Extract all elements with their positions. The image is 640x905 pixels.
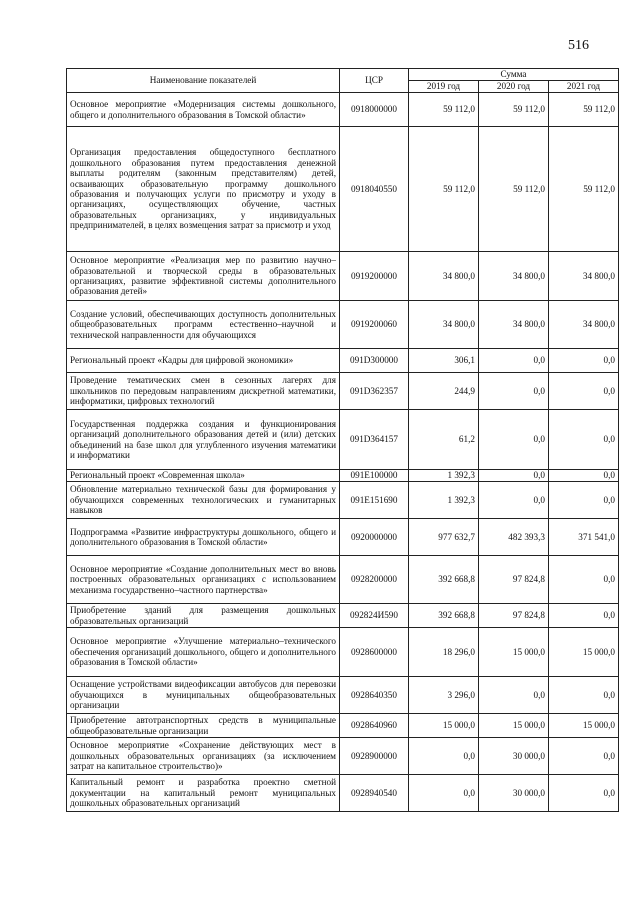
row-name: Региональный проект «Современная школа» bbox=[67, 470, 340, 482]
row-sum-2020: 34 800,0 bbox=[479, 301, 549, 349]
row-code: 0919200000 bbox=[340, 252, 409, 301]
row-name: Региональный проект «Кадры для цифровой экономики» bbox=[67, 349, 340, 373]
row-code: 091D300000 bbox=[340, 349, 409, 373]
row-sum-2021: 0,0 bbox=[549, 556, 619, 604]
table-row bbox=[67, 349, 619, 373]
row-sum-2019: 244,9 bbox=[409, 373, 479, 410]
row-code: 0920000000 bbox=[340, 519, 409, 556]
row-sum-2019: 392 668,8 bbox=[409, 604, 479, 628]
row-code: 0928600000 bbox=[340, 628, 409, 677]
row-sum-2019: 34 800,0 bbox=[409, 252, 479, 301]
row-sum-2021: 0,0 bbox=[549, 410, 619, 470]
row-code: 0919200060 bbox=[340, 301, 409, 349]
table-row bbox=[67, 775, 619, 812]
row-sum-2021: 0,0 bbox=[549, 373, 619, 410]
row-sum-2019: 34 800,0 bbox=[409, 301, 479, 349]
row-sum-2019: 18 296,0 bbox=[409, 628, 479, 677]
row-name: Основное мероприятие «Улучшение материально–технического обеспечения организаций дошкольного, общего и дополнительного образования в Томской области» bbox=[67, 628, 340, 677]
row-name: Приобретение автотранспортных средств в муниципальные общеобразовательные организации bbox=[67, 714, 340, 738]
row-name: Основное мероприятие «Сохранение действующих мест в дошкольных образовательных организациях (за исключением затрат на капитальное строительство)» bbox=[67, 738, 340, 775]
row-name: Подпрограмма «Развитие инфраструктуры дошкольного, общего и дополнительного образования в Томской области» bbox=[67, 519, 340, 556]
row-sum-2021: 0,0 bbox=[549, 604, 619, 628]
row-sum-2021: 371 541,0 bbox=[549, 519, 619, 556]
row-sum-2019: 61,2 bbox=[409, 410, 479, 470]
row-name: Обновление материально технической базы для формирования у обучающихся современных технологических и гуманитарных навыков bbox=[67, 482, 340, 519]
row-sum-2019: 59 112,0 bbox=[409, 93, 479, 127]
row-sum-2020: 15 000,0 bbox=[479, 714, 549, 738]
row-sum-2019: 0,0 bbox=[409, 775, 479, 812]
row-code: 0928640350 bbox=[340, 677, 409, 714]
row-sum-2019: 1 392,3 bbox=[409, 470, 479, 482]
row-sum-2019: 306,1 bbox=[409, 349, 479, 373]
row-sum-2019: 1 392,3 bbox=[409, 482, 479, 519]
row-sum-2020: 15 000,0 bbox=[479, 628, 549, 677]
table-row bbox=[67, 470, 619, 482]
table-row bbox=[67, 677, 619, 714]
row-sum-2020: 30 000,0 bbox=[479, 738, 549, 775]
row-sum-2020: 482 393,3 bbox=[479, 519, 549, 556]
row-code: 0928900000 bbox=[340, 738, 409, 775]
page-number: 516 bbox=[568, 38, 589, 53]
row-name: Основное мероприятие «Создание дополнительных мест во вновь построенных образовательных организациях с использованием механизма государственно–частного партнерства» bbox=[67, 556, 340, 604]
table-row bbox=[67, 373, 619, 410]
table-row bbox=[67, 604, 619, 628]
row-name: Основное мероприятие «Модернизация системы дошкольного, общего и дополнительного образования в Томской области» bbox=[67, 93, 340, 127]
row-sum-2019: 392 668,8 bbox=[409, 556, 479, 604]
row-name: Приобретение зданий для размещения дошкольных образовательных организаций bbox=[67, 604, 340, 628]
row-code: 0928940540 bbox=[340, 775, 409, 812]
table-row bbox=[67, 482, 619, 519]
row-name: Основное мероприятие «Реализация мер по развитию научно–образовательной и творческой среды в образовательных организациях, развитие эффективной системы дополнительного образования детей» bbox=[67, 252, 340, 301]
row-sum-2020: 0,0 bbox=[479, 373, 549, 410]
row-sum-2019: 0,0 bbox=[409, 738, 479, 775]
table-row bbox=[67, 556, 619, 604]
row-code: 0918040550 bbox=[340, 127, 409, 252]
table-row bbox=[67, 628, 619, 677]
row-sum-2021: 0,0 bbox=[549, 482, 619, 519]
header-name: Наименование показателей bbox=[67, 69, 340, 93]
table-row bbox=[67, 127, 619, 252]
row-code: 092824И590 bbox=[340, 604, 409, 628]
row-sum-2020: 0,0 bbox=[479, 349, 549, 373]
row-sum-2021: 34 800,0 bbox=[549, 301, 619, 349]
row-sum-2019: 3 296,0 bbox=[409, 677, 479, 714]
row-code: 091E151690 bbox=[340, 482, 409, 519]
row-code: 091D364157 bbox=[340, 410, 409, 470]
row-name: Государственная поддержка создания и функционирования организаций дополнительного образования детей и (или) детских объединений на базе школ для углубленного изучения математики и информатики bbox=[67, 410, 340, 470]
row-sum-2020: 34 800,0 bbox=[479, 252, 549, 301]
row-sum-2020: 0,0 bbox=[479, 482, 549, 519]
row-sum-2019: 59 112,0 bbox=[409, 127, 479, 252]
header-sum: Сумма bbox=[409, 69, 619, 81]
row-sum-2021: 15 000,0 bbox=[549, 628, 619, 677]
row-sum-2020: 0,0 bbox=[479, 410, 549, 470]
row-sum-2019: 977 632,7 bbox=[409, 519, 479, 556]
header-year-2021: 2021 год bbox=[549, 81, 619, 93]
table-row bbox=[67, 410, 619, 470]
header-year-2019: 2019 год bbox=[409, 81, 479, 93]
budget-table bbox=[66, 68, 619, 812]
row-sum-2021: 59 112,0 bbox=[549, 93, 619, 127]
table-row bbox=[67, 93, 619, 127]
row-code: 0928640960 bbox=[340, 714, 409, 738]
row-sum-2021: 34 800,0 bbox=[549, 252, 619, 301]
row-name: Капитальный ремонт и разработка проектно сметной документации на капитальный ремонт муниципальных дошкольных образовательных организаций bbox=[67, 775, 340, 812]
row-sum-2021: 59 112,0 bbox=[549, 127, 619, 252]
row-code: 091E100000 bbox=[340, 470, 409, 482]
row-name: Организация предоставления общедоступного бесплатного дошкольного образования путем предоставления денежной выплаты родителям (законным представителям) детей, осваивающих образовательную программу дошкольного образования и получающих услуги по присмотру и уходу в организациях, осуществляющих обучение, частных образовательных организациях, у индивидуальных предпринимателей, в целях возмещения затрат за присмотр и уход bbox=[67, 127, 340, 252]
row-sum-2021: 0,0 bbox=[549, 470, 619, 482]
row-name: Оснащение устройствами видеофиксации автобусов для перевозки обучающихся в муниципальных общеобразовательных организации bbox=[67, 677, 340, 714]
row-sum-2020: 0,0 bbox=[479, 677, 549, 714]
row-sum-2019: 15 000,0 bbox=[409, 714, 479, 738]
table-header bbox=[67, 69, 619, 93]
row-sum-2020: 97 824,8 bbox=[479, 556, 549, 604]
row-sum-2021: 0,0 bbox=[549, 349, 619, 373]
row-sum-2021: 0,0 bbox=[549, 677, 619, 714]
row-name: Создание условий, обеспечивающих доступность дополнительных общеобразовательных программ естественно–научной и технической направленности для обучающихся bbox=[67, 301, 340, 349]
table-body bbox=[67, 93, 619, 812]
row-code: 0918000000 bbox=[340, 93, 409, 127]
row-code: 091D362357 bbox=[340, 373, 409, 410]
row-sum-2020: 59 112,0 bbox=[479, 127, 549, 252]
row-sum-2020: 30 000,0 bbox=[479, 775, 549, 812]
table-row bbox=[67, 252, 619, 301]
table-row bbox=[67, 738, 619, 775]
row-sum-2021: 0,0 bbox=[549, 775, 619, 812]
row-code: 0928200000 bbox=[340, 556, 409, 604]
row-sum-2020: 59 112,0 bbox=[479, 93, 549, 127]
row-sum-2020: 97 824,8 bbox=[479, 604, 549, 628]
table-row bbox=[67, 301, 619, 349]
header-code: ЦСР bbox=[340, 69, 409, 93]
row-name: Проведение тематических смен в сезонных лагерях для школьников по передовым направлениям дискретной математики, информатики, цифровых технологий bbox=[67, 373, 340, 410]
header-year-2020: 2020 год bbox=[479, 81, 549, 93]
row-sum-2021: 0,0 bbox=[549, 738, 619, 775]
row-sum-2020: 0,0 bbox=[479, 470, 549, 482]
table-row bbox=[67, 519, 619, 556]
table-row bbox=[67, 714, 619, 738]
row-sum-2021: 15 000,0 bbox=[549, 714, 619, 738]
